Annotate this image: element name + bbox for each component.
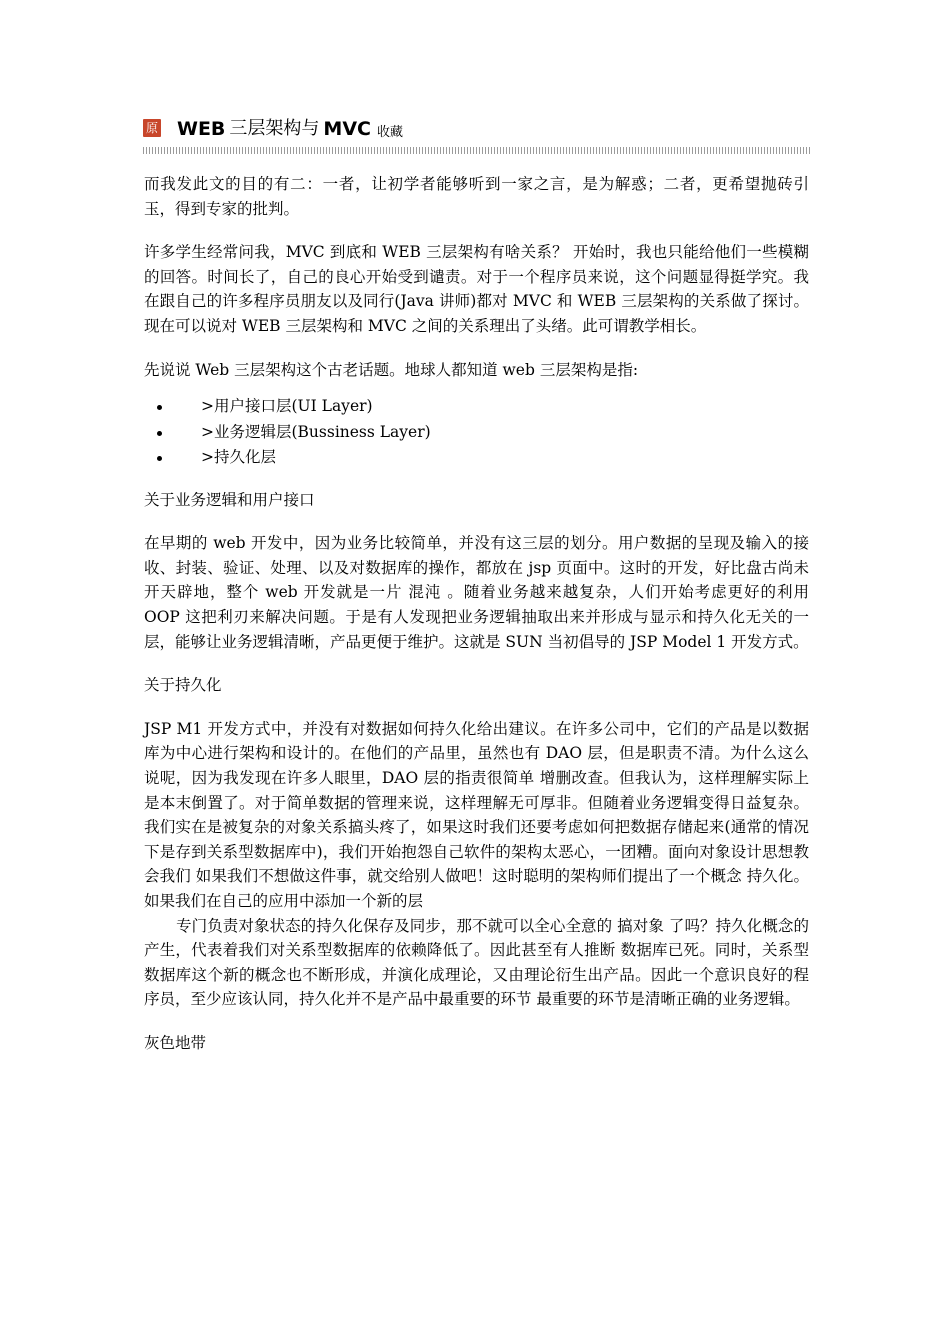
jsp-m1-paragraph-continued: 专门负责对象状态的持久化保存及同步，那不就可以全心全意的 搞对象 了吗？持久化概念的产生，代表着我们对关系型数据库的依赖降低了。因此甚至有人推断 数据库已死。同时，关系型数据库这个新的概念也不断形成，并演化成理论，又由理论衍生出产品。因此一个意识良好的程序员，至少应该认同，持久化并不是产品中最重要的环节 最重要的环节是清晰正确的业务逻辑。 (144, 916, 809, 1009)
title-web: WEB (177, 118, 226, 140)
web-layers-paragraph: 先说说 Web 三层架构这个古老话题。地球人都知道 web 三层架构是指: (144, 360, 639, 379)
title-mvc: MVC (323, 118, 371, 140)
list-item: >用户接口层(UI Layer) (144, 394, 809, 420)
collect-link[interactable]: 收藏 (376, 125, 403, 140)
original-badge-icon: 原 (143, 119, 161, 137)
title-middle: 三层架构与 (229, 118, 320, 139)
heading-persistence: 关于持久化 (144, 676, 222, 695)
bullet-icon (157, 456, 162, 461)
article-body (144, 172, 809, 1075)
bullet-icon (157, 431, 162, 436)
intro-paragraph: 而我发此文的目的有二：一者，让初学者能够听到一家之言，是为解惑；二者，更希望抛砖引玉，得到专家的批判。 (144, 175, 809, 218)
list-item: >持久化层 (144, 445, 809, 471)
title-divider (143, 147, 810, 154)
article-title-row (143, 113, 813, 141)
layers-list (144, 394, 809, 471)
list-item: >业务逻辑层(Bussiness Layer) (144, 420, 809, 446)
early-web-paragraph: 在早期的 web 开发中，因为业务比较简单，并没有这三层的划分。用户数据的呈现及输入的接收、封装、验证、处理、以及对数据库的操作，都放在 jsp 页面中。这时的开发，好比盘古尚未开天辟地，整个 web 开发就是一片 混沌 。随着业务越来越复杂，人们开始考虑更好的利用 OOP 这把利刃来解决问题。于是有人发现把业务逻辑抽取出来并形成与显示和持久化无关的一层，能够让业务逻辑清晰，产品更便于维护。这就是 SUN 当初倡导的 JSP Model 1 开发方式。 (144, 534, 809, 651)
jsp-m1-paragraph: JSP M1 开发方式中，并没有对数据如何持久化给出建议。在许多公司中，它们的产品是以数据库为中心进行架构和设计的。在他们的产品里，虽然也有 DAO 层，但是职责不清。为什么这么说呢，因为我发现在许多人眼里，DAO 层的指责很简单 增删改查。但我认为，这样理解实际上是本末倒置了。对于简单数据的管理来说，这样理解无可厚非。但随着业务逻辑变得日益复杂。我们实在是被复杂的对象关系搞头疼了，如果这时我们还要考虑如何把数据存储起来(通常的情况下是存到关系型数据库中)，我们开始抱怨自己软件的架构太恶心，一团糟。面向对象设计思想教会我们 如果我们不想做这件事，就交给别人做吧！这时聪明的架构师们提出了一个概念 持久化。如果我们在自己的应用中添加一个新的层 (144, 719, 809, 910)
heading-business: 关于业务逻辑和用户接口 (144, 490, 315, 509)
students-paragraph: 许多学生经常问我，MVC 到底和 WEB 三层架构有啥关系？ 开始时，我也只能给他们一些模糊的回答。时间长了，自己的良心开始受到谴责。对于一个程序员来说，这个问题显得挺学究。我在跟自己的许多程序员朋友以及同行(Java 讲师)都对 MVC 和 WEB 三层架构的关系做了探讨。现在可以说对 WEB 三层架构和 MVC 之间的关系理出了头绪。此可谓教学相长。 (144, 243, 809, 335)
bullet-icon (157, 405, 162, 410)
heading-gray-zone: 灰色地带 (144, 1033, 207, 1052)
